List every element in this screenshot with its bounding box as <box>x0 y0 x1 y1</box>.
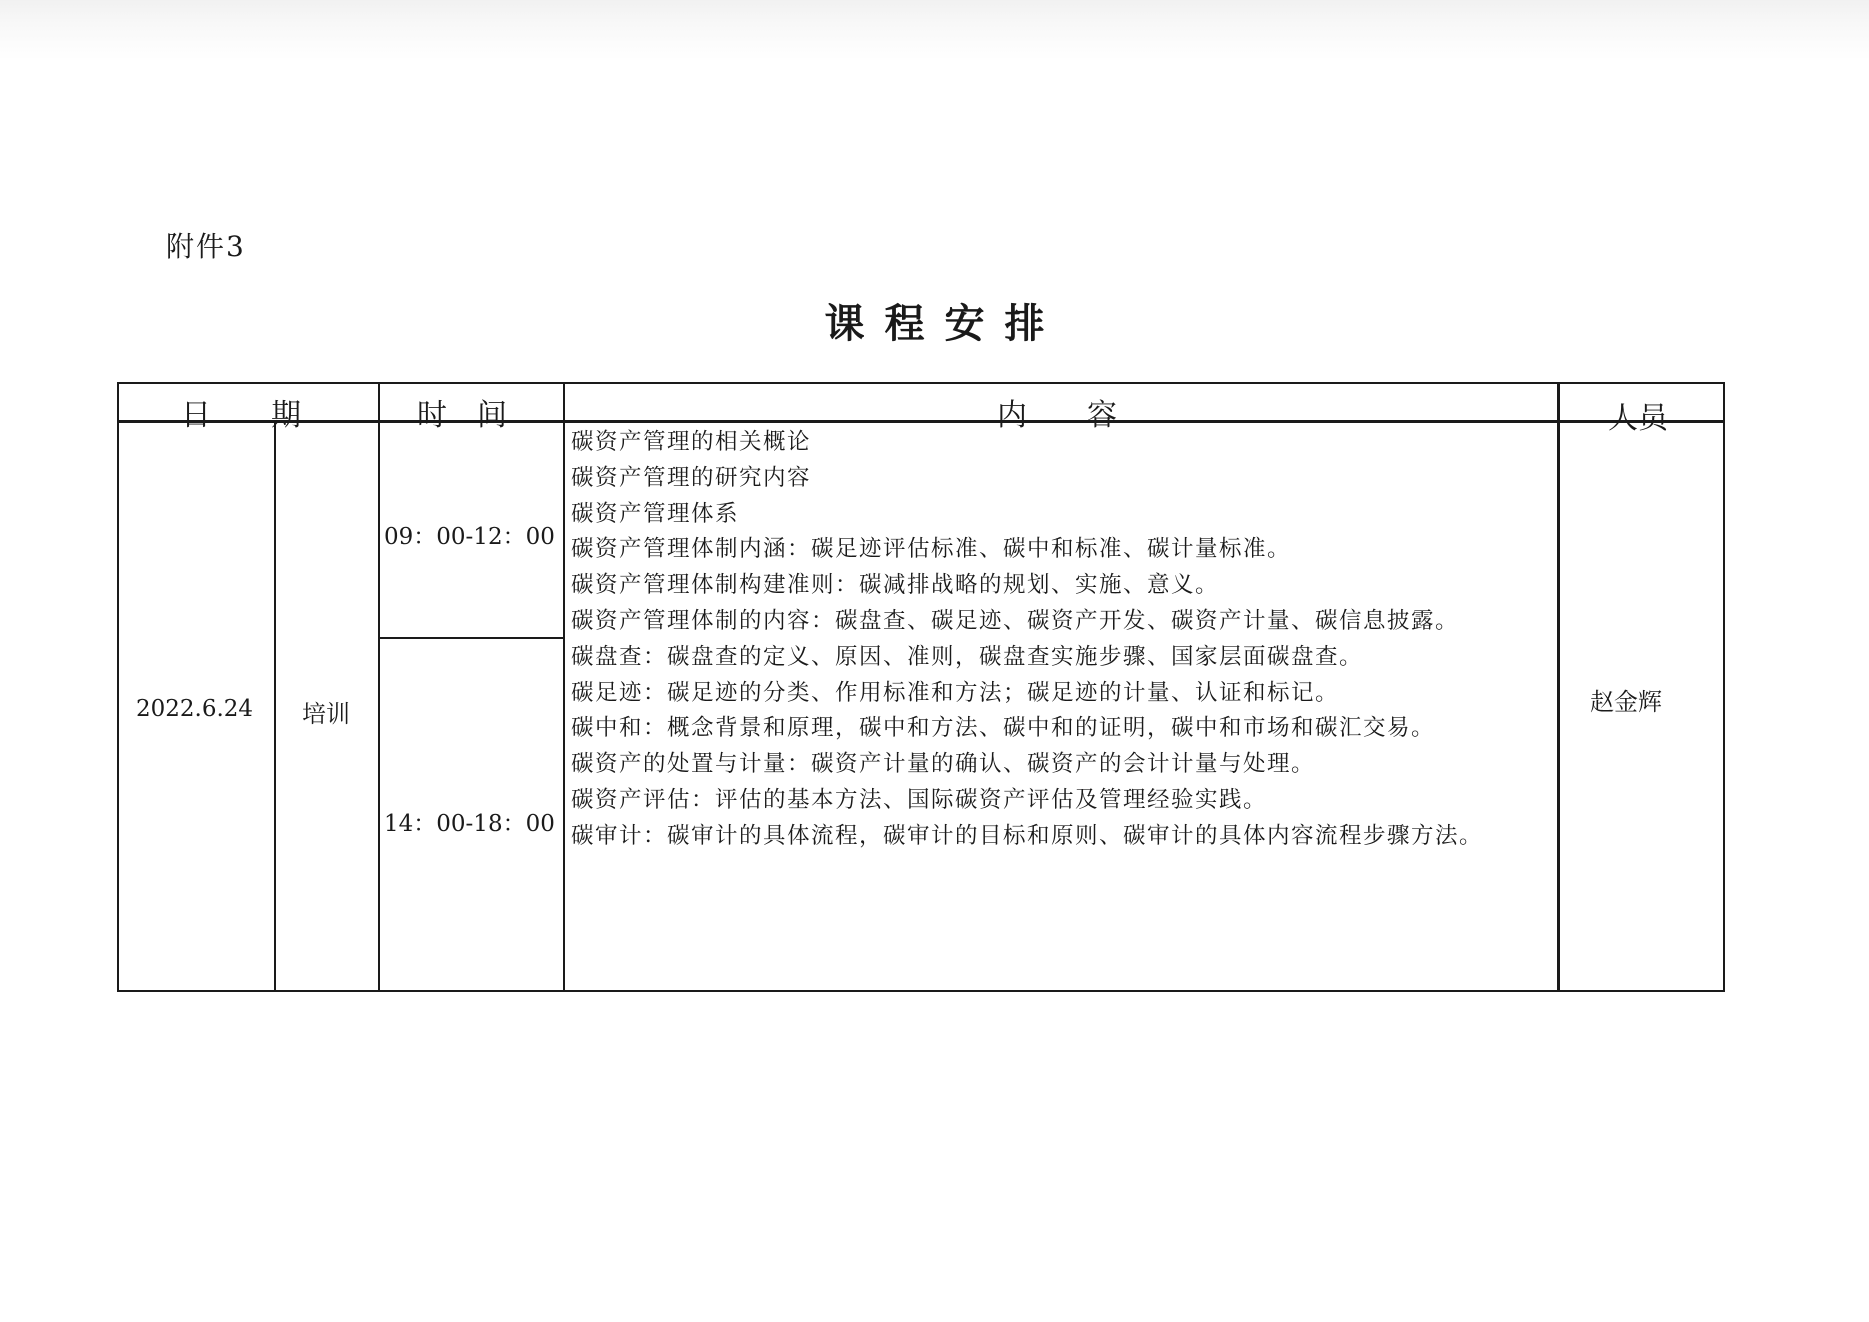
session-afternoon-time: 14：00-18：00 <box>384 811 555 837</box>
content-line: 碳中和：概念背景和原理，碳中和方法、碳中和的证明，碳中和市场和碳汇交易。 <box>571 715 1436 742</box>
col-divider-time <box>563 384 565 992</box>
content-line: 碳资产管理体系 <box>571 500 740 527</box>
col-divider-type <box>378 384 380 992</box>
header-date: 日 期 <box>181 398 301 433</box>
row-type: 培训 <box>302 700 350 728</box>
content-line: 碳资产管理的研究内容 <box>571 464 812 491</box>
col-divider-content <box>1557 384 1560 992</box>
content-line: 碳审计：碳审计的具体流程，碳审计的目标和原则、碳审计的具体内容流程步骤方法。 <box>571 822 1484 849</box>
content-line: 碳资产管理体制构建准则：碳减排战略的规划、实施、意义。 <box>571 572 1220 599</box>
header-person: 人员 <box>1608 401 1668 436</box>
session-morning-time: 09：00-12：00 <box>384 524 555 550</box>
course-content-list <box>571 425 1483 855</box>
content-line: 碳资产管理体制内涵：碳足迹评估标准、碳中和标准、碳计量标准。 <box>571 536 1292 563</box>
session-divider <box>378 637 565 639</box>
col-divider-date <box>274 420 276 992</box>
content-line: 碳资产管理体制的内容：碳盘查、碳足迹、碳资产开发、碳资产计量、碳信息披露。 <box>571 607 1460 634</box>
content-line: 碳盘查：碳盘查的定义、原因、准则，碳盘查实施步骤、国家层面碳盘查。 <box>571 643 1364 670</box>
content-line: 碳资产管理的相关概论 <box>571 429 812 455</box>
header-divider <box>119 420 1723 423</box>
content-line: 碳足迹：碳足迹的分类、作用标准和方法；碳足迹的计量、认证和标记。 <box>571 679 1340 706</box>
row-person: 赵金辉 <box>1590 688 1662 716</box>
content-line: 碳资产的处置与计量：碳资产计量的确认、碳资产的会计计量与处理。 <box>571 751 1316 778</box>
row-date: 2022.6.24 <box>136 696 254 722</box>
schedule-table <box>117 382 1725 992</box>
content-line: 碳资产评估：评估的基本方法、国际碳资产评估及管理经验实践。 <box>571 786 1268 813</box>
scan-edge-shadow <box>0 0 1869 60</box>
attachment-label: 附件3 <box>166 230 246 263</box>
header-time: 时 间 <box>417 398 507 433</box>
document-title: 课程安排 <box>824 301 1065 347</box>
header-content: 内 容 <box>997 398 1117 433</box>
